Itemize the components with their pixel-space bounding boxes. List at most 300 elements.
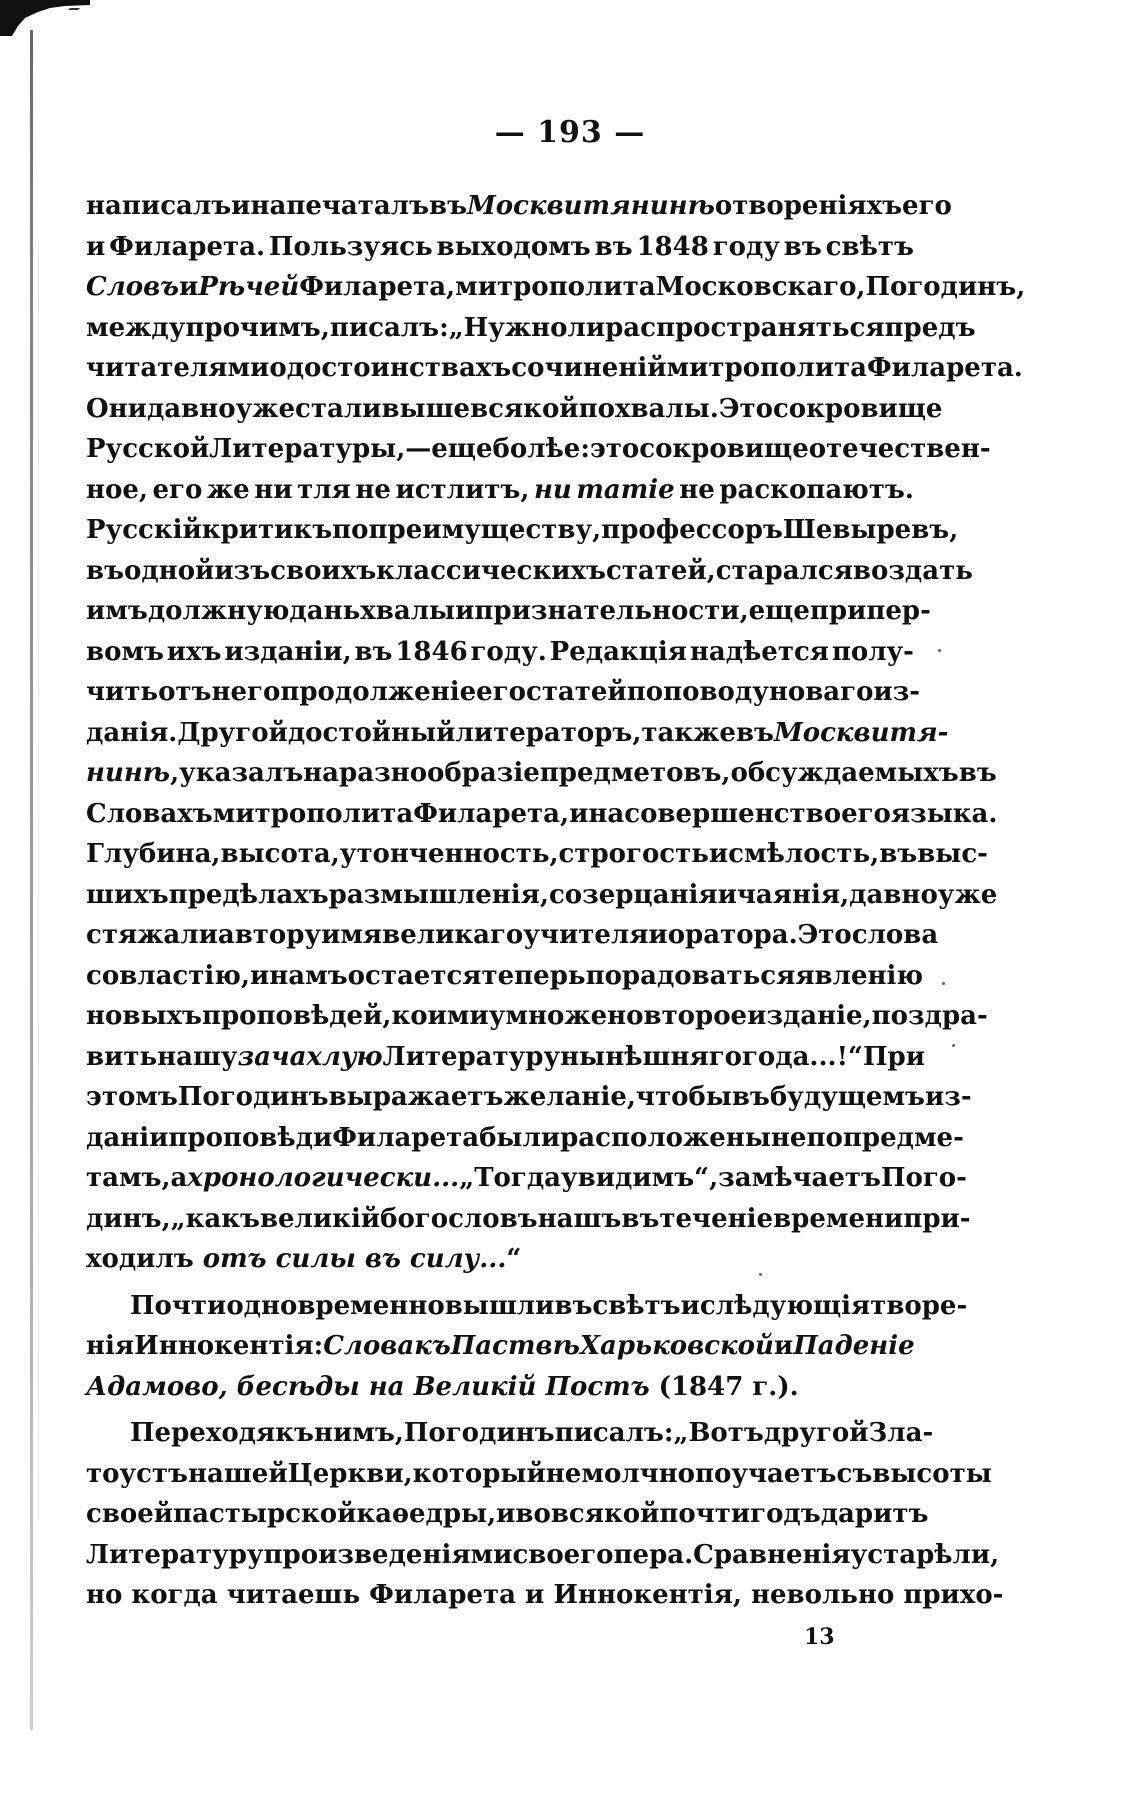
text-run: его	[902, 191, 952, 221]
text-run: Погодинъ,	[865, 272, 1026, 302]
text-run: Русской	[86, 434, 210, 464]
page-number: — 193 —	[494, 115, 646, 150]
text-run: году.	[470, 636, 547, 667]
text-run: Другой	[177, 717, 288, 748]
word	[86, 308, 185, 349]
text-run: желаніе,	[503, 1082, 636, 1112]
text-run: теперь	[481, 960, 586, 991]
text-run: а	[170, 1163, 188, 1193]
text-run: твореніяхъ	[732, 191, 903, 221]
text-run: своей	[86, 1499, 174, 1529]
word	[668, 915, 798, 956]
word	[119, 956, 250, 997]
word	[202, 996, 391, 1037]
word	[659, 1494, 750, 1535]
text-run: автору	[217, 920, 322, 950]
text-run: не	[355, 474, 391, 505]
word	[690, 632, 829, 673]
word	[153, 470, 203, 511]
word	[540, 753, 731, 794]
word	[270, 551, 376, 592]
text-line	[86, 1535, 1000, 1576]
text-run: остается	[347, 960, 482, 991]
text-run: Литературу	[382, 1041, 561, 1072]
word	[867, 348, 1023, 389]
text-run: написалъ	[86, 191, 232, 221]
body-text	[86, 186, 1026, 1616]
text-run: теченіе	[659, 1203, 774, 1234]
word	[86, 996, 202, 1037]
word	[872, 1454, 991, 1495]
text-line	[86, 1367, 914, 1408]
text-run: надѣется	[689, 636, 829, 667]
text-run: чить	[86, 677, 159, 707]
text-run: дань	[289, 596, 361, 626]
word	[624, 794, 841, 835]
text-run: нашъ	[537, 1203, 622, 1234]
text-run: и	[231, 191, 251, 221]
word	[851, 1535, 1000, 1576]
text-run: явленію	[795, 960, 924, 991]
word	[209, 429, 492, 470]
text-run: коими	[391, 1001, 489, 1031]
text-run: умножено	[488, 1001, 644, 1031]
text-run: нашей	[187, 1458, 288, 1489]
text-run: достойный	[287, 717, 456, 748]
word	[86, 875, 169, 916]
text-run: увидимъ“,	[561, 1163, 719, 1193]
text-run: выражаетъ	[328, 1082, 504, 1112]
text-run: и	[569, 798, 589, 829]
word	[592, 1286, 680, 1327]
text-run: предметовъ,	[539, 758, 731, 788]
word	[917, 834, 988, 875]
text-line	[86, 1077, 972, 1118]
text-run: этомъ	[86, 1082, 178, 1112]
text-run: писалъ:	[329, 312, 449, 343]
word	[288, 713, 456, 754]
text-run: продолженіе	[280, 677, 477, 707]
text-run: Зла-	[868, 1418, 934, 1448]
text-run: со	[86, 960, 120, 991]
word	[938, 875, 997, 916]
text-run: слѣдующія	[699, 1290, 871, 1321]
text-run: давно	[146, 393, 236, 424]
text-run: будущемъ	[769, 1082, 925, 1112]
text-run: вить	[86, 1041, 158, 1072]
word	[773, 1199, 903, 1240]
text-run: о	[714, 191, 733, 221]
text-line	[86, 1037, 925, 1078]
text-line	[86, 1118, 964, 1159]
text-run: сочиненій	[511, 353, 667, 383]
word	[863, 1037, 925, 1078]
text-run: своихъ	[270, 555, 377, 586]
word	[771, 1118, 807, 1159]
text-line	[86, 389, 943, 430]
text-run: даніи	[86, 1122, 169, 1153]
word	[482, 956, 586, 997]
word	[837, 1454, 873, 1495]
word	[269, 227, 433, 268]
text-run: созерцанія	[548, 879, 718, 910]
text-run: выше	[381, 393, 471, 424]
word	[455, 713, 641, 754]
word	[86, 1077, 178, 1118]
text-run: читателями	[86, 353, 270, 383]
word	[109, 227, 265, 268]
text-run: Почти	[130, 1290, 227, 1321]
word	[86, 956, 119, 997]
word	[299, 267, 455, 308]
text-run: въ	[354, 636, 393, 667]
word	[187, 1158, 459, 1199]
word	[297, 470, 351, 511]
text-run: из-	[873, 677, 921, 707]
word	[380, 1199, 537, 1240]
text-run: митрополита	[212, 798, 414, 829]
text-run: и	[773, 1331, 794, 1361]
text-run: и	[249, 960, 270, 991]
text-run: ное,	[86, 474, 148, 505]
word	[559, 834, 709, 875]
text-run: въ	[735, 717, 774, 748]
word	[852, 915, 938, 956]
text-line	[86, 1158, 967, 1199]
text-run: сокровище	[772, 393, 943, 424]
text-run: нія	[86, 1331, 135, 1361]
word	[750, 1494, 821, 1535]
word	[853, 551, 973, 592]
text-run: хвалы	[360, 596, 456, 626]
word	[211, 672, 280, 713]
italic-text: хронологически...	[187, 1163, 460, 1193]
text-line	[86, 551, 973, 592]
word	[588, 794, 624, 835]
italic-text: къ	[414, 1331, 451, 1361]
italic-text: Слова	[323, 1331, 415, 1361]
word	[749, 591, 810, 632]
word	[663, 672, 769, 713]
word	[795, 956, 923, 997]
word	[903, 1199, 970, 1240]
text-run: пер-	[866, 596, 931, 626]
text-run: немолчно	[545, 1458, 696, 1489]
word	[718, 1158, 881, 1199]
text-run: учителя	[523, 920, 649, 950]
text-run: распространяться	[605, 312, 885, 343]
text-run: совершенство	[624, 798, 842, 829]
text-run: при	[809, 596, 867, 626]
text-run: поздра-	[871, 1001, 988, 1031]
text-run: смѣлость,	[728, 839, 880, 869]
text-run: достоинствахъ	[286, 353, 512, 383]
word	[869, 1413, 934, 1454]
word	[413, 1454, 546, 1495]
text-run: “	[506, 1244, 522, 1274]
word	[866, 591, 931, 632]
text-run: почти	[659, 1499, 751, 1529]
italic-text: Паствѣ	[450, 1331, 580, 1361]
text-run: Литературы,—еще	[209, 434, 493, 464]
text-run: разнообразіе	[339, 758, 540, 788]
text-run: въ	[731, 1082, 770, 1112]
word	[639, 429, 809, 470]
text-run: Русскій	[86, 515, 202, 545]
text-run: уже	[235, 393, 296, 424]
text-run: Погодинъ	[403, 1418, 555, 1448]
word	[764, 1413, 869, 1454]
text-run: Московскаго,	[655, 272, 866, 302]
italic-text: татіе	[576, 474, 675, 505]
text-run: и	[496, 1499, 516, 1529]
text-run: предѣлахъ	[168, 879, 329, 910]
italic-text: Паденіе	[793, 1331, 915, 1361]
text-run: его	[841, 798, 891, 829]
word	[86, 1037, 157, 1078]
text-run: чтобы	[635, 1082, 732, 1112]
word	[470, 389, 579, 430]
word	[555, 1413, 674, 1454]
word	[773, 389, 943, 430]
text-line	[86, 753, 997, 794]
word	[207, 470, 250, 511]
word	[821, 1494, 929, 1535]
word	[515, 1494, 550, 1535]
text-run: свѣтъ	[825, 231, 914, 262]
word	[288, 1454, 413, 1495]
word	[925, 1077, 972, 1118]
word	[395, 632, 467, 673]
word	[86, 551, 124, 592]
word	[679, 470, 715, 511]
text-run: утонченность,	[339, 839, 559, 869]
text-run: въ	[554, 1290, 593, 1321]
word	[774, 1326, 793, 1367]
text-run: Филарета.	[866, 353, 1023, 383]
page-left-shadow	[38, 240, 39, 1520]
word	[636, 1077, 732, 1118]
word	[793, 1326, 914, 1367]
word	[269, 348, 286, 389]
word	[873, 672, 920, 713]
word	[445, 1286, 555, 1327]
word	[179, 267, 198, 308]
text-run: его	[476, 677, 526, 707]
word	[124, 551, 214, 592]
text-line	[86, 834, 988, 875]
text-run: и	[717, 879, 737, 910]
text-run: при-	[903, 1203, 971, 1234]
text-run: пера.	[613, 1539, 694, 1570]
word	[579, 389, 719, 430]
word	[693, 1535, 850, 1576]
text-run: это	[589, 434, 640, 464]
text-run: литераторъ,	[455, 717, 642, 748]
word	[659, 1199, 773, 1240]
text-run: на	[588, 798, 625, 829]
text-run: имя	[321, 920, 383, 950]
speck	[952, 1044, 955, 1047]
word	[601, 510, 783, 551]
word	[169, 875, 329, 916]
word	[798, 915, 852, 956]
word	[641, 713, 736, 754]
word	[595, 227, 633, 268]
word	[86, 632, 164, 673]
word	[809, 429, 991, 470]
text-run: „какъ	[170, 1203, 260, 1234]
text-run: произведеніями	[263, 1539, 513, 1570]
word	[213, 794, 413, 835]
text-line	[86, 1494, 929, 1535]
word	[340, 834, 559, 875]
text-run: болѣе:	[492, 434, 590, 464]
text-run: языка.	[890, 798, 998, 829]
text-run: и	[455, 596, 475, 626]
text-run: преимуществу,	[368, 515, 602, 545]
word	[167, 632, 222, 673]
text-run: уже	[937, 879, 998, 910]
text-run: выс-	[917, 839, 988, 869]
page-left-edge	[30, 30, 33, 1730]
text-run: воздать	[852, 555, 973, 586]
text-line	[86, 1199, 971, 1240]
word	[171, 1158, 188, 1199]
word	[86, 915, 218, 956]
text-run: „Вотъ	[673, 1418, 764, 1448]
word	[476, 672, 526, 713]
text-run: но когда читаешь Филарета и Иннокентія, невольно прихо-	[86, 1580, 1004, 1610]
text-run: одной	[124, 555, 215, 586]
text-run: проповѣдей,	[201, 1001, 392, 1031]
word	[471, 632, 547, 673]
text-run: порадоваться	[585, 960, 796, 991]
word	[254, 470, 292, 511]
text-run: всякой	[550, 1499, 660, 1529]
word	[86, 713, 177, 754]
word	[606, 551, 716, 592]
text-run: намъ	[269, 960, 348, 991]
text-run: каѳедры,	[356, 1499, 497, 1529]
word	[86, 1158, 171, 1199]
text-run: Иннокентія:	[134, 1331, 324, 1361]
text-run: великій	[259, 1203, 381, 1234]
word	[700, 1286, 870, 1327]
text-run: въ	[621, 1203, 660, 1234]
word	[236, 389, 295, 430]
word	[709, 834, 728, 875]
text-run: раскопаютъ.	[719, 474, 914, 505]
text-run: были	[479, 1122, 561, 1153]
text-run: Переходя	[130, 1418, 276, 1448]
word	[870, 1286, 967, 1327]
text-run: одновременно	[226, 1290, 445, 1321]
word	[667, 348, 867, 389]
word	[226, 1286, 444, 1327]
text-run: Филарета,	[299, 272, 456, 302]
speck	[942, 982, 945, 985]
word	[264, 1535, 513, 1576]
word	[742, 1037, 863, 1078]
word	[158, 672, 211, 713]
word	[269, 956, 347, 997]
text-run: года...!“	[741, 1041, 863, 1072]
word	[719, 470, 914, 511]
word	[561, 1158, 718, 1199]
italic-text: Словъ	[86, 272, 180, 302]
word	[656, 267, 866, 308]
word	[86, 348, 269, 389]
word	[885, 308, 976, 349]
text-run: должную	[147, 596, 290, 626]
word	[86, 1454, 188, 1495]
text-run: Глубина,	[86, 839, 221, 869]
text-run: митрополита	[666, 353, 867, 383]
text-run: еще	[748, 596, 810, 626]
italic-text: зачахлую	[237, 1041, 383, 1072]
text-run: по	[332, 515, 369, 545]
word	[881, 1158, 967, 1199]
word	[576, 470, 674, 511]
word	[429, 186, 467, 227]
word	[148, 591, 290, 632]
word	[86, 510, 202, 551]
word	[391, 996, 488, 1037]
word	[321, 915, 382, 956]
text-run: въ	[783, 231, 822, 262]
word	[810, 591, 867, 632]
text-run: ни	[254, 474, 293, 505]
word	[404, 1413, 555, 1454]
word	[86, 470, 148, 511]
word	[185, 308, 329, 349]
word	[360, 591, 455, 632]
word	[560, 1037, 742, 1078]
word	[451, 1326, 580, 1367]
text-run: „Нужно	[448, 312, 568, 343]
text-run: и	[648, 920, 668, 950]
text-run: же	[206, 474, 250, 505]
word	[413, 794, 569, 835]
text-run: слова	[851, 920, 939, 950]
word	[330, 308, 449, 349]
word	[381, 389, 470, 430]
word	[179, 753, 303, 794]
text-run: къ	[275, 1418, 314, 1448]
text-run: который	[412, 1458, 546, 1489]
word	[147, 389, 236, 430]
text-run: профессоръ	[601, 515, 783, 545]
word	[289, 591, 360, 632]
text-run: отечествен-	[808, 434, 991, 464]
signature-mark: 13	[804, 1624, 835, 1650]
text-run: въ	[594, 231, 633, 262]
word	[86, 389, 147, 430]
word	[695, 1454, 837, 1495]
text-run: и	[680, 1290, 700, 1321]
word	[526, 672, 627, 713]
word	[737, 875, 849, 916]
text-run: Они	[86, 393, 147, 424]
italic-text: ни	[533, 474, 572, 505]
text-run: даритъ	[820, 1499, 929, 1529]
word	[376, 551, 606, 592]
text-run: нашу	[157, 1041, 238, 1072]
word	[130, 1413, 275, 1454]
word	[783, 510, 958, 551]
text-run: нынѣшняго	[560, 1041, 742, 1072]
